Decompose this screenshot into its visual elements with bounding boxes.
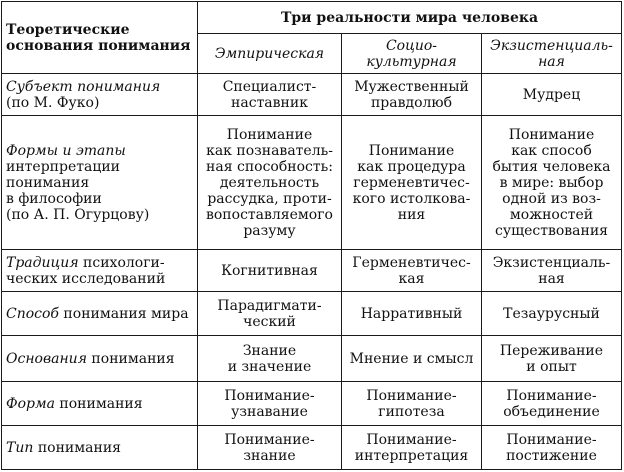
table-cell: Мудрец [482, 74, 622, 116]
table-cell: Понимание- узнавание [198, 382, 342, 426]
table-cell: Тезаурусный [482, 292, 622, 336]
row-label-italic: Формы и этапы [6, 142, 126, 159]
row-label-italic: Субъект понимания [6, 78, 161, 95]
table-cell: Понимание- знание [198, 426, 342, 470]
row-label-italic: Способ [6, 305, 59, 322]
table-cell: Мнение и смысл [342, 336, 482, 382]
table-cell: Герменевтичес- кая [342, 250, 482, 292]
row-label [2, 382, 198, 426]
row-label [2, 116, 198, 250]
row-label-italic: Традиция [6, 254, 79, 271]
table-cell: Экзистенциаль- ная [482, 250, 622, 292]
column-header-sociocultural: Социо- культурная [342, 34, 482, 74]
comparison-table [1, 1, 622, 470]
table-row [2, 250, 622, 292]
table-cell: Понимание- постижение [482, 426, 622, 470]
row-label-rest: понимания [54, 395, 143, 412]
table-row [2, 116, 622, 250]
table-cell: Понимание- интерпретация [342, 426, 482, 470]
table-cell: Понимание как способ бытия человека в мире: выбор одной из воз- можностей существования [482, 116, 622, 250]
table-cell: Понимание- объединение [482, 382, 622, 426]
row-label-italic: Форма [6, 395, 55, 412]
table-cell: Знание и значение [198, 336, 342, 382]
row-label-rest: (по М. Фуко) [6, 94, 100, 111]
table-cell: Мужественный правдолюб [342, 74, 482, 116]
table-cell: Специалист- наставник [198, 74, 342, 116]
row-label [2, 250, 198, 292]
table-cell: Когнитивная [198, 250, 342, 292]
group-header: Три реальности мира человека [198, 2, 622, 34]
table-cell: Понимание как процедура герменевтичес- кого истолкова- ния [342, 116, 482, 250]
table-row [2, 74, 622, 116]
table-cell: Понимание- гипотеза [342, 382, 482, 426]
table-row [2, 292, 622, 336]
table-row [2, 426, 622, 470]
table-cell: Понимание как познаватель- ная способность: деятельность рассудка, проти- вопоставляемого разуму [198, 116, 342, 250]
row-label-rest: интерпретации понимания в философии (по А. П. Огурцову) [6, 158, 150, 223]
table-cell: Переживание и опыт [482, 336, 622, 382]
row-label-italic: Тип [6, 439, 34, 456]
column-header-existential: Экзистенциаль- ная [482, 34, 622, 74]
header-row-top [2, 2, 622, 34]
corner-header: Теоретические основания понимания [2, 2, 198, 74]
row-label [2, 426, 198, 470]
row-label [2, 74, 198, 116]
row-label [2, 336, 198, 382]
row-label-rest: понимания [33, 439, 121, 456]
row-label-rest: понимания мира [58, 305, 189, 322]
table-cell: Нарративный [342, 292, 482, 336]
table-row [2, 336, 622, 382]
row-label [2, 292, 198, 336]
row-label-rest: понимания [86, 350, 175, 367]
column-header-empirical: Эмпирическая [198, 34, 342, 74]
table-row [2, 382, 622, 426]
row-label-italic: Основания [6, 350, 87, 367]
row-label-rest: психологи- ческих исследований [6, 254, 166, 287]
table-cell: Парадигмати- ческий [198, 292, 342, 336]
